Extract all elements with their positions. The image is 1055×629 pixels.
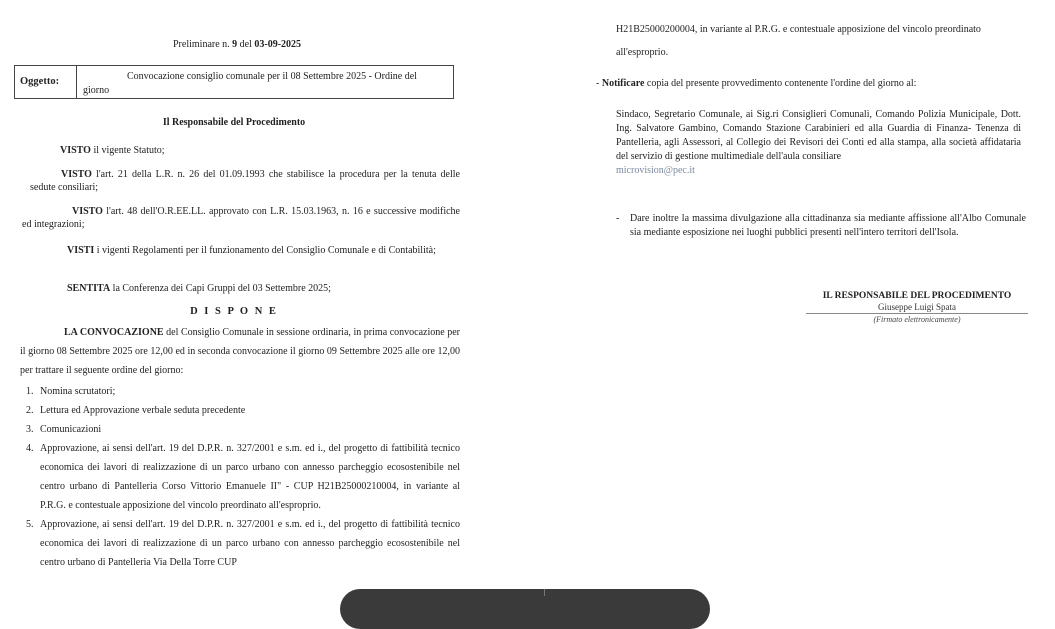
email-link[interactable]: microvision@pec.it [616,165,695,176]
oggetto-label: Oggetto: [15,66,77,98]
preliminare-date: 03-09-2025 [254,39,302,50]
oggetto-text: Convocazione consiglio comunale per il 08 Settembre 2025 - Ordine del [127,71,417,82]
visto-statuto: VISTO il vigente Statuto; [60,145,165,156]
convocazione-paragraph: LA CONVOCAZIONE del Consiglio Comunale in sessione ordinaria, in prima convocazione per il giorno 08 Settembre 2025 ore 12,00 ed in seconda convocazione il giorno 09 Settembre 2025 alle ore 12,00 per trattare il seguente ordine del giorno: [20,327,460,376]
sentita-conferenza: SENTITA la Conferenza dei Capi Gruppi del 03 Settembre 2025; [67,283,331,294]
viewer-toolbar[interactable] [340,589,710,629]
dare-paragraph: - Dare inoltre la massima divulgazione alla cittadinanza sia mediante affissione all'Albo Comunale sia mediante esposizione nei luoghi pubblici presenti nell'intero territori dell'Isola. [616,213,1026,238]
preliminare-number: 9 [232,39,238,50]
list-item: 5. Approvazione, ai sensi dell'art. 19 del D.P.R. n. 327/2001 e s.m. ed i., del progetto di fattibilità tecnico economica dei lavori di realizzazione di un parco urbano con annesso parcheggio ecosostenibile nel centro urbano di Pantelleria Via Della Torre CUP [26,519,460,568]
dispone-heading: D I S P O N E [190,306,278,317]
visti-regolamenti: VISTI i vigenti Regolamenti per il funzionamento del Consiglio Comunale e di Contabilità; [67,245,436,256]
cup-continuation: H21B25000200004, in variante al P.R.G. e contestuale apposizione del vincolo preordinato all'esproprio. [616,24,981,58]
responsabile-heading: Il Responsabile del Procedimento [162,117,306,128]
recipients-paragraph: Sindaco, Segretario Comunale, ai Sig.ri Consiglieri Comunali, Comando Polizia Municipale, Dott. Ing. Salvatore Gambino, Comando Stazione Carabinieri ed alla Guardia di Finanza- Tenenza di Pantelleria, agli Assessori, al Collegio dei Revisori dei Conti ed alla stampa, alla società affidataria del servizio di gestione multimediale dell'aula consiliare microvision@pec.it [616,109,1021,176]
list-item: 2. Lettura ed Approvazione verbale seduta precedente [26,405,246,416]
signature-name: Giuseppe Luigi Spata [878,302,956,312]
visto-oreell: VISTO l'art. 48 dell'O.R.EE.LL. approvato con L.R. 15.03.1963, n. 16 e successive modifiche ed integrazioni; [22,206,460,230]
oggetto-text-cont: giorno [83,85,110,96]
notificare-line: - Notificare copia del presente provvedimento contenente l'ordine del giorno al: [596,78,917,89]
signature-line [806,313,1028,314]
signature-title: IL RESPONSABILE DEL PROCEDIMENTO [822,291,1012,301]
ordine-del-giorno [26,382,460,572]
viewer-toolbar-divider [544,589,545,596]
preliminare-line: Preliminare n. 9 del 03-09-2025 [173,39,302,50]
list-item: 3. Comunicazioni [26,424,102,435]
signature-note: (Firmato elettronicamente) [873,315,961,324]
oggetto-box [14,65,454,99]
list-item: 4. Approvazione, ai sensi dell'art. 19 del D.P.R. n. 327/2001 e s.m. ed i., del progetto di fattibilità tecnico economica dei lavori di realizzazione di un parco urbano con annesso parcheggio ecosostenibile nel centro urbano di Pantelleria Corso Vittorio Emanuele II" - CUP H21B25000210004, in variante al P.R.G. e contestuale apposizione del vincolo preordinato all'esproprio. [26,443,460,511]
visto-lr26: VISTO l'art. 21 della L.R. n. 26 del 01.09.1993 che stabilisce la procedura per la tenuta delle sedute consiliari; [30,169,460,193]
list-item: 1. Nomina scrutatori; [26,386,116,397]
